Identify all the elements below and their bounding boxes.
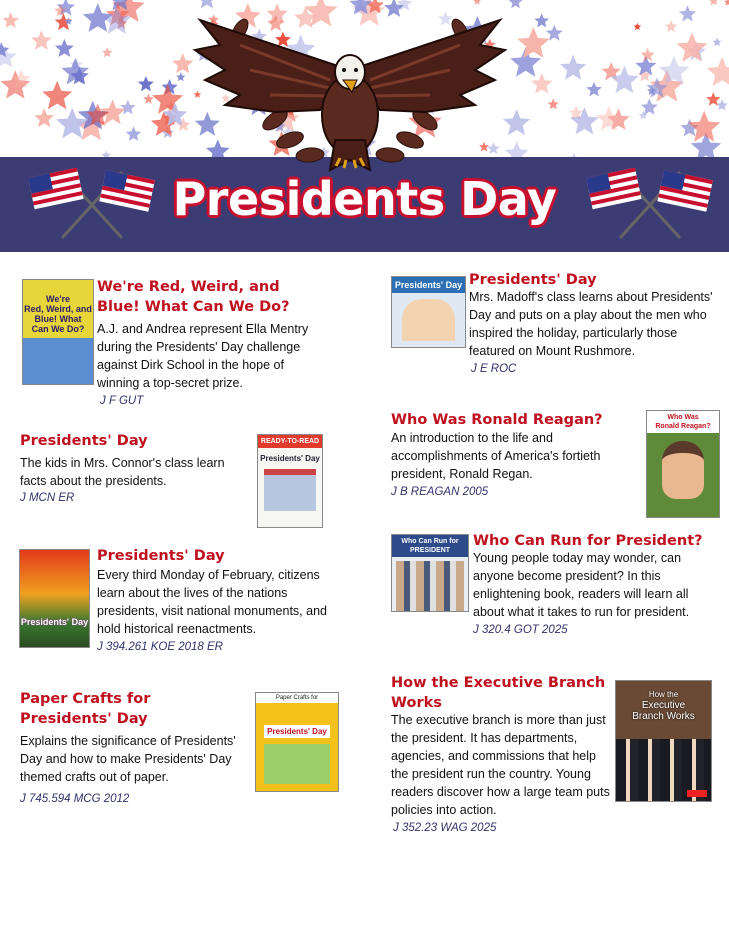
book-description: The kids in Mrs. Connor's class learn facts about the presidents. [20, 456, 225, 488]
book-title[interactable]: Who Can Run for President? [473, 533, 703, 549]
book-cover[interactable] [391, 534, 469, 612]
book-cover[interactable] [257, 434, 323, 528]
cover-text: Who Was [667, 414, 699, 421]
call-number: J 352.23 WAG 2025 [393, 822, 497, 834]
cover-text: Presidents' Day [392, 277, 465, 293]
header-banner [0, 0, 729, 252]
book-description: The executive branch is more than just the president. It has departments, agencies, and commissions that help the president run the country. Young readers discover how a large team puts policies into action. [391, 713, 610, 817]
book-description: An introduction to the life and accomplishments of America's fortieth president, Ronald Regan. [391, 431, 601, 481]
call-number: J E ROC [471, 363, 517, 375]
cover-text: Presidents' Day [260, 454, 320, 463]
book-entry [97, 277, 327, 409]
cover-text: Branch Works [632, 711, 695, 722]
book-title[interactable]: We're Red, Weird, and Blue! What Can We Do? [97, 279, 290, 315]
star-icon [716, 99, 728, 110]
star-icon [34, 108, 54, 127]
cover-text: How the [648, 690, 679, 699]
book-title[interactable]: Presidents' Day [20, 433, 148, 449]
call-number: J F GUT [100, 395, 144, 407]
star-icon [709, 0, 719, 5]
cover-text: READY-TO-READ [258, 435, 322, 448]
cover-text: PRESIDENT [409, 547, 451, 554]
book-cover[interactable] [22, 279, 94, 385]
star-icon [138, 76, 154, 91]
cover-text: Presidents' Day [264, 725, 330, 738]
book-entry [391, 673, 613, 836]
book-title[interactable]: How the Executive Branch Works [391, 675, 606, 711]
book-title[interactable]: Paper Crafts for Presidents' Day [20, 691, 151, 727]
book-entry [20, 431, 245, 506]
star-icon [713, 38, 722, 47]
book-cover[interactable] [255, 692, 339, 792]
book-description: Young people today may wonder, can anyone become president? In this enlightening book, readers will learn all about what it takes to run for president. [473, 551, 690, 619]
cover-text: Who Can Run for [401, 538, 459, 545]
star-icon [548, 99, 559, 110]
star-icon [707, 57, 729, 86]
star-icon [120, 100, 136, 115]
page-title: Presidents Day [172, 172, 557, 226]
cover-text: We're [46, 294, 70, 304]
eagle-icon [180, 0, 520, 175]
star-icon [586, 82, 602, 97]
star-icon [679, 5, 696, 21]
call-number: J MCN ER [20, 492, 75, 504]
star-icon [55, 39, 74, 57]
flag-icon [580, 168, 720, 240]
star-icon [641, 48, 655, 62]
star-icon [42, 81, 72, 110]
book-title[interactable]: Presidents' Day [97, 548, 225, 564]
book-description: Every third Monday of February, citizens learn about the lives of the nations presidents, visit national monuments, and hold historical reenactments. [97, 568, 327, 636]
cover-text: Executive [641, 700, 686, 711]
call-number: J B REAGAN 2005 [391, 486, 489, 498]
call-number: J 745.594 MCG 2012 [20, 793, 130, 805]
book-description: Explains the significance of Presidents' Day and how to make Presidents' Day themed crafts out of paper. [20, 734, 236, 784]
call-number: J 320.4 GOT 2025 [473, 624, 568, 636]
star-icon [560, 55, 586, 80]
book-entry [97, 546, 347, 655]
book-description: A.J. and Andrea represent Ella Mentry during the Presidents' Day challenge against Dirk School in the hope of winning a top-secret prize. [97, 322, 309, 390]
star-icon [152, 84, 183, 114]
cover-text: Blue! What [34, 314, 82, 324]
book-title[interactable]: Who Was Ronald Reagan? [391, 412, 603, 428]
book-entry [469, 270, 714, 377]
book-entry [20, 689, 245, 807]
star-icon [143, 94, 154, 104]
star-icon [531, 73, 553, 94]
star-icon [534, 13, 549, 27]
star-icon [102, 47, 113, 57]
book-cover[interactable] [19, 549, 90, 648]
star-icon [634, 23, 642, 30]
book-description: Mrs. Madoff's class learns about Presidents' Day and puts on a play about the men who inspired the holiday, particularly those featured on Mount Rushmore. [469, 290, 713, 358]
book-cover[interactable] [391, 276, 466, 348]
star-icon [665, 20, 678, 32]
book-cover[interactable] [646, 410, 720, 518]
cover-text: Presidents' Day [20, 617, 89, 627]
call-number: J 394.261 KOE 2018 ER [97, 641, 223, 653]
cover-text: Red, Weird, and [24, 304, 92, 314]
cover-text: Paper Crafts for [256, 693, 338, 703]
star-icon [517, 27, 549, 58]
book-cover[interactable] [615, 680, 712, 802]
book-entry [391, 410, 631, 500]
star-icon [724, 0, 729, 6]
book-title[interactable]: Presidents' Day [469, 272, 597, 288]
cover-text: Can We Do? [31, 324, 85, 334]
star-icon [546, 25, 563, 41]
star-icon [126, 126, 141, 141]
star-icon [3, 12, 19, 28]
star-icon [31, 30, 52, 50]
book-entry [473, 531, 708, 638]
cover-text: Ronald Reagan? [655, 423, 711, 430]
